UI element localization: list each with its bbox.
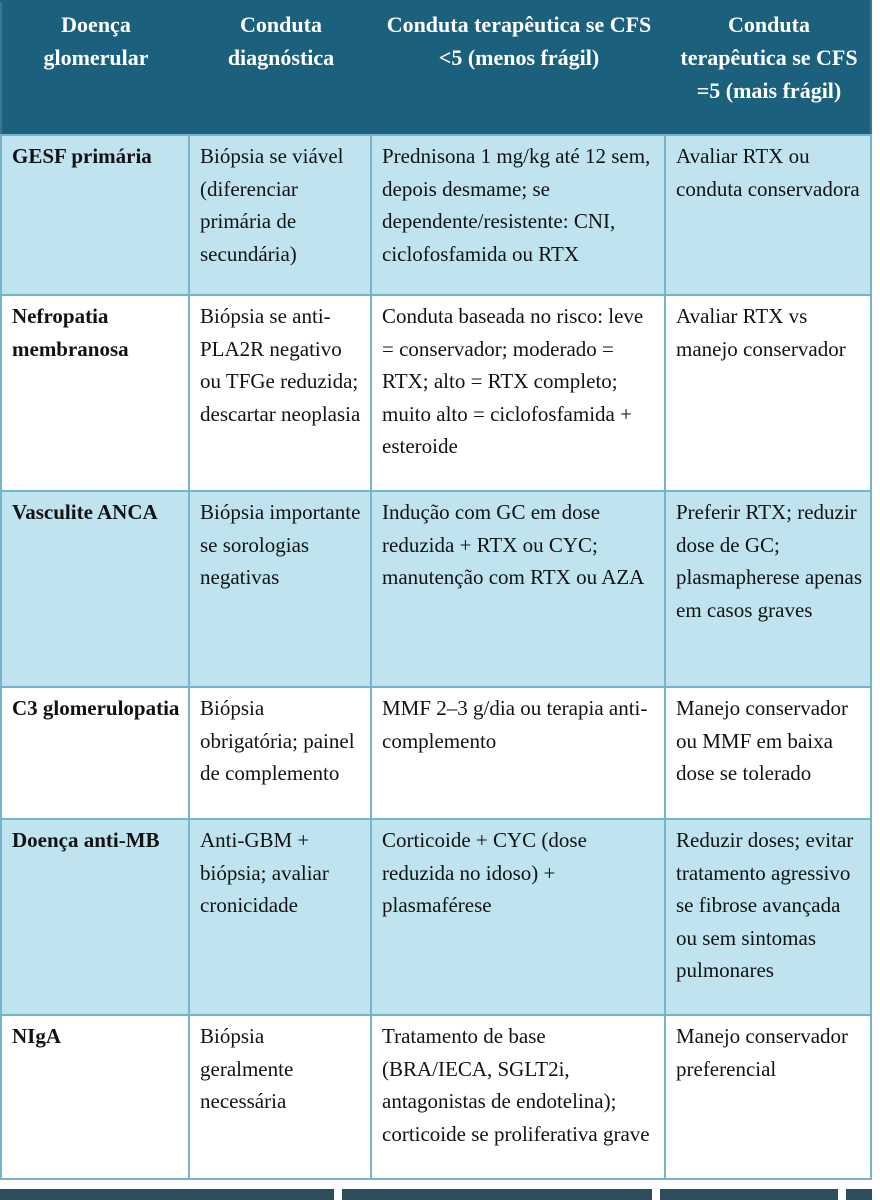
- diagnostic-cell: Biópsia se anti-PLA2R negativo ou TFGe reduzida; descartar neoplasia: [189, 295, 371, 491]
- cfs-eq5-cell: Preferir RTX; reduzir dose de GC; plasmapherese apenas em casos graves: [665, 491, 871, 687]
- cfs-lt5-cell: Conduta baseada no risco: leve = conservador; moderado = RTX; alto = RTX completo; muito alto = ciclofosfamida + esteroide: [371, 295, 665, 491]
- cfs-lt5-cell: MMF 2–3 g/dia ou terapia anti-complemento: [371, 687, 665, 819]
- table-row-nefropatia-membranosa: [1, 295, 871, 491]
- cfs-eq5-cell: Avaliar RTX ou conduta conservadora: [665, 135, 871, 295]
- cfs-eq5-cell: Avaliar RTX vs manejo conservador: [665, 295, 871, 491]
- diagnostic-cell: Biópsia obrigatória; painel de complemento: [189, 687, 371, 819]
- table-row-doenca-anti-mb: [1, 819, 871, 1015]
- cfs-eq5-cell: Reduzir doses; evitar tratamento agressivo se fibrose avançada ou sem sintomas pulmonares: [665, 819, 871, 1015]
- cutoff-segment: [342, 1189, 652, 1200]
- disease-name: NIgA: [1, 1015, 189, 1179]
- diagnostic-cell: Biópsia geralmente necessária: [189, 1015, 371, 1179]
- disease-name: Vasculite ANCA: [1, 491, 189, 687]
- column-header-disease: Doença glomerular: [1, 1, 189, 135]
- cfs-lt5-cell: Tratamento de base (BRA/IECA, SGLT2i, antagonistas de endotelina); corticoide se proliferativa grave: [371, 1015, 665, 1179]
- table-row-gesf-primaria: [1, 135, 871, 295]
- disease-name: GESF primária: [1, 135, 189, 295]
- cfs-eq5-cell: Manejo conservador preferencial: [665, 1015, 871, 1179]
- disease-name: C3 glomerulopatia: [1, 687, 189, 819]
- cfs-lt5-cell: Corticoide + CYC (dose reduzida no idoso) + plasmaférese: [371, 819, 665, 1015]
- next-page-header-cutoff: [0, 1189, 880, 1200]
- disease-name: Doença anti-MB: [1, 819, 189, 1015]
- diagnostic-cell: Biópsia importante se sorologias negativas: [189, 491, 371, 687]
- diagnostic-cell: Biópsia se viável (diferenciar primária de secundária): [189, 135, 371, 295]
- diagnostic-cell: Anti-GBM + biópsia; avaliar cronicidade: [189, 819, 371, 1015]
- column-header-diagnostic: Conduta diagnóstica: [189, 1, 371, 135]
- table-row-niga: [1, 1015, 871, 1179]
- column-header-cfs-eq5: Conduta terapêutica se CFS =5 (mais frágil): [665, 1, 871, 135]
- column-header-cfs-lt5: Conduta terapêutica se CFS <5 (menos frágil): [371, 1, 665, 135]
- cutoff-segment: [0, 1189, 334, 1200]
- table-row-vasculite-anca: [1, 491, 871, 687]
- table-header-row: [1, 1, 871, 135]
- cfs-eq5-cell: Manejo conservador ou MMF em baixa dose se tolerado: [665, 687, 871, 819]
- disease-name: Nefropatia membranosa: [1, 295, 189, 491]
- table-row-c3-glomerulopatia: [1, 687, 871, 819]
- cutoff-segment: [660, 1189, 838, 1200]
- cfs-lt5-cell: Indução com GC em dose reduzida + RTX ou CYC; manutenção com RTX ou AZA: [371, 491, 665, 687]
- cfs-lt5-cell: Prednisona 1 mg/kg até 12 sem, depois desmame; se dependente/resistente: CNI, ciclofosfamida ou RTX: [371, 135, 665, 295]
- cutoff-segment: [846, 1189, 872, 1200]
